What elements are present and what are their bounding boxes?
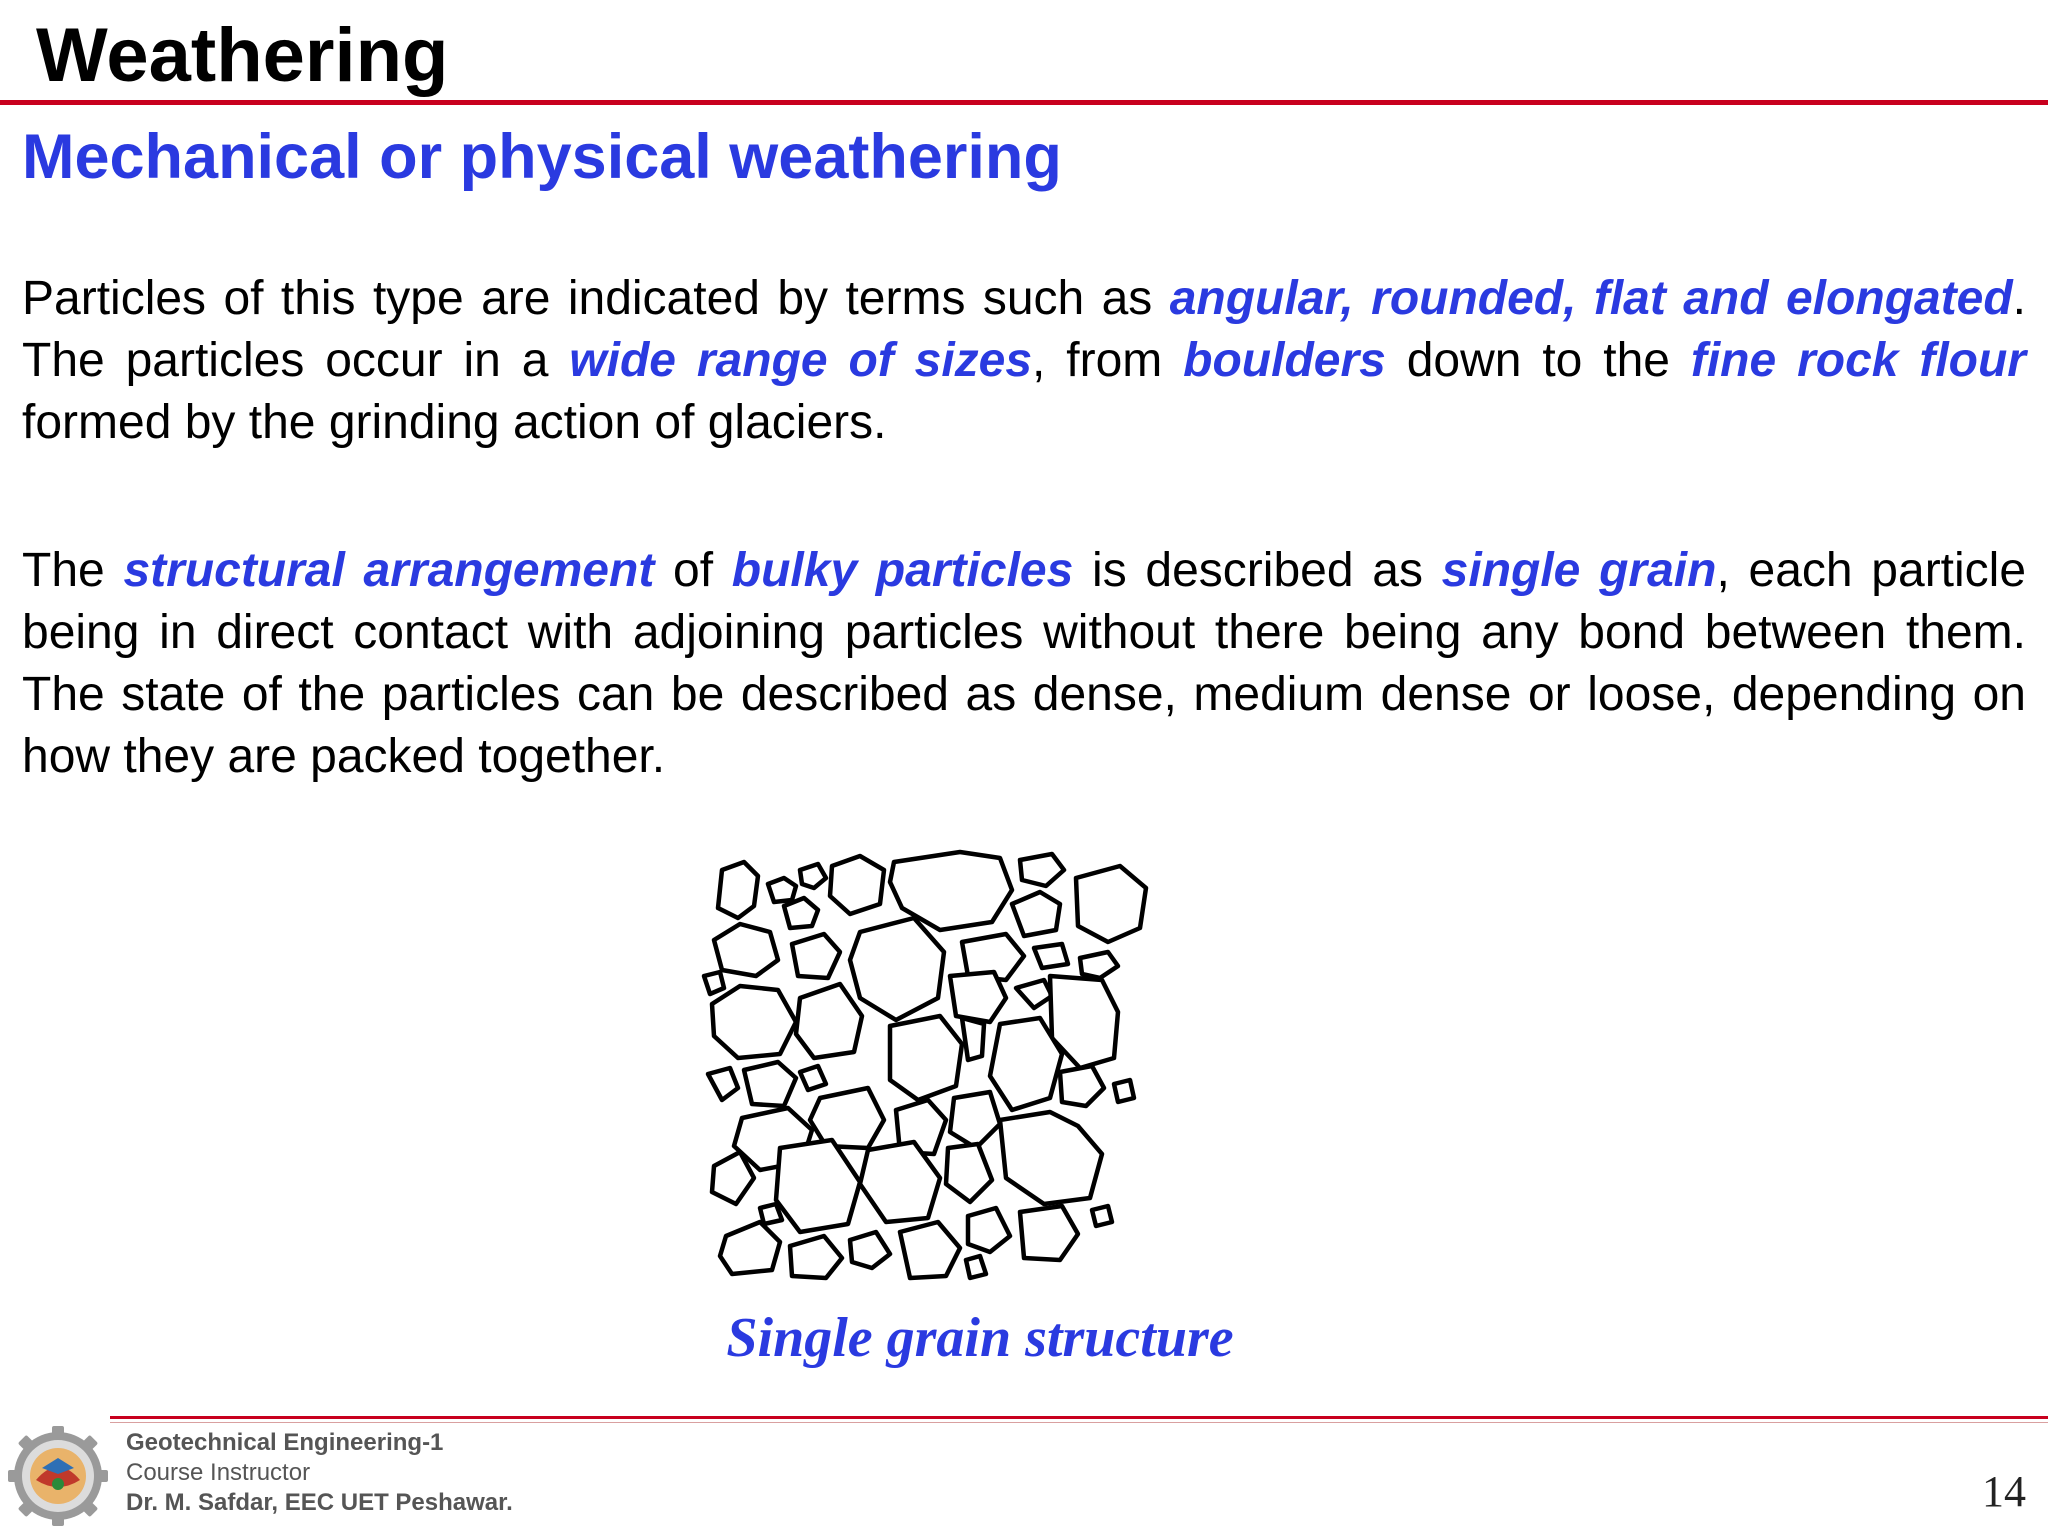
p1-text-2: . The particles occur in a [22, 272, 2026, 387]
footer-instructor: Dr. M. Safdar, EEC UET Peshawar. [126, 1489, 513, 1516]
p1-text-5: formed by the grinding action of glaciers. [22, 396, 887, 449]
p2-text-3: is described as [1073, 544, 1442, 597]
p2-text-4: , each particle being in direct contact with adjoining particles without there being any bond between them. The state of the particles can be described as dense, medium dense or loose, depending on how they are packed together. [22, 544, 2027, 783]
footer-credits [126, 1428, 513, 1518]
p1-text-1: Particles of this type are indicated by terms such as [22, 272, 1170, 325]
figure-caption: Single grain structure [726, 1307, 1234, 1369]
p2-highlight-bulky: bulky particles [731, 544, 1074, 597]
p1-text-3: , from [1032, 334, 1184, 387]
page-number: 14 [1982, 1467, 2026, 1516]
p1-highlight-sizes: wide range of sizes [569, 334, 1033, 387]
slide-title: Weathering [36, 13, 449, 98]
p2-highlight-structural: structural arrangement [123, 544, 655, 597]
footer-divider [110, 1416, 2048, 1419]
p2-highlight-single-grain: single grain [1441, 544, 1717, 597]
paragraph-particle-types [22, 268, 2026, 454]
footer-role: Course Instructor [126, 1459, 311, 1486]
p2-text-1: The [22, 544, 124, 597]
p1-highlight-shapes: angular, rounded, flat and elongated [1169, 272, 2013, 325]
footer-course-name: Geotechnical Engineering-1 [126, 1429, 444, 1456]
slide-subtitle: Mechanical or physical weathering [22, 122, 1062, 192]
footer-divider-thin [110, 1422, 2048, 1423]
p2-text-2: of [654, 544, 732, 597]
p1-highlight-boulders: boulders [1183, 334, 1386, 387]
university-seal-icon [6, 1424, 110, 1528]
single-grain-structure-illustration [700, 848, 1230, 1288]
title-divider [0, 100, 2048, 105]
p1-text-4: down to the [1385, 334, 1691, 387]
p1-highlight-rock-flour: fine rock flour [1690, 334, 2026, 387]
paragraph-structural-arrangement [22, 540, 2026, 788]
